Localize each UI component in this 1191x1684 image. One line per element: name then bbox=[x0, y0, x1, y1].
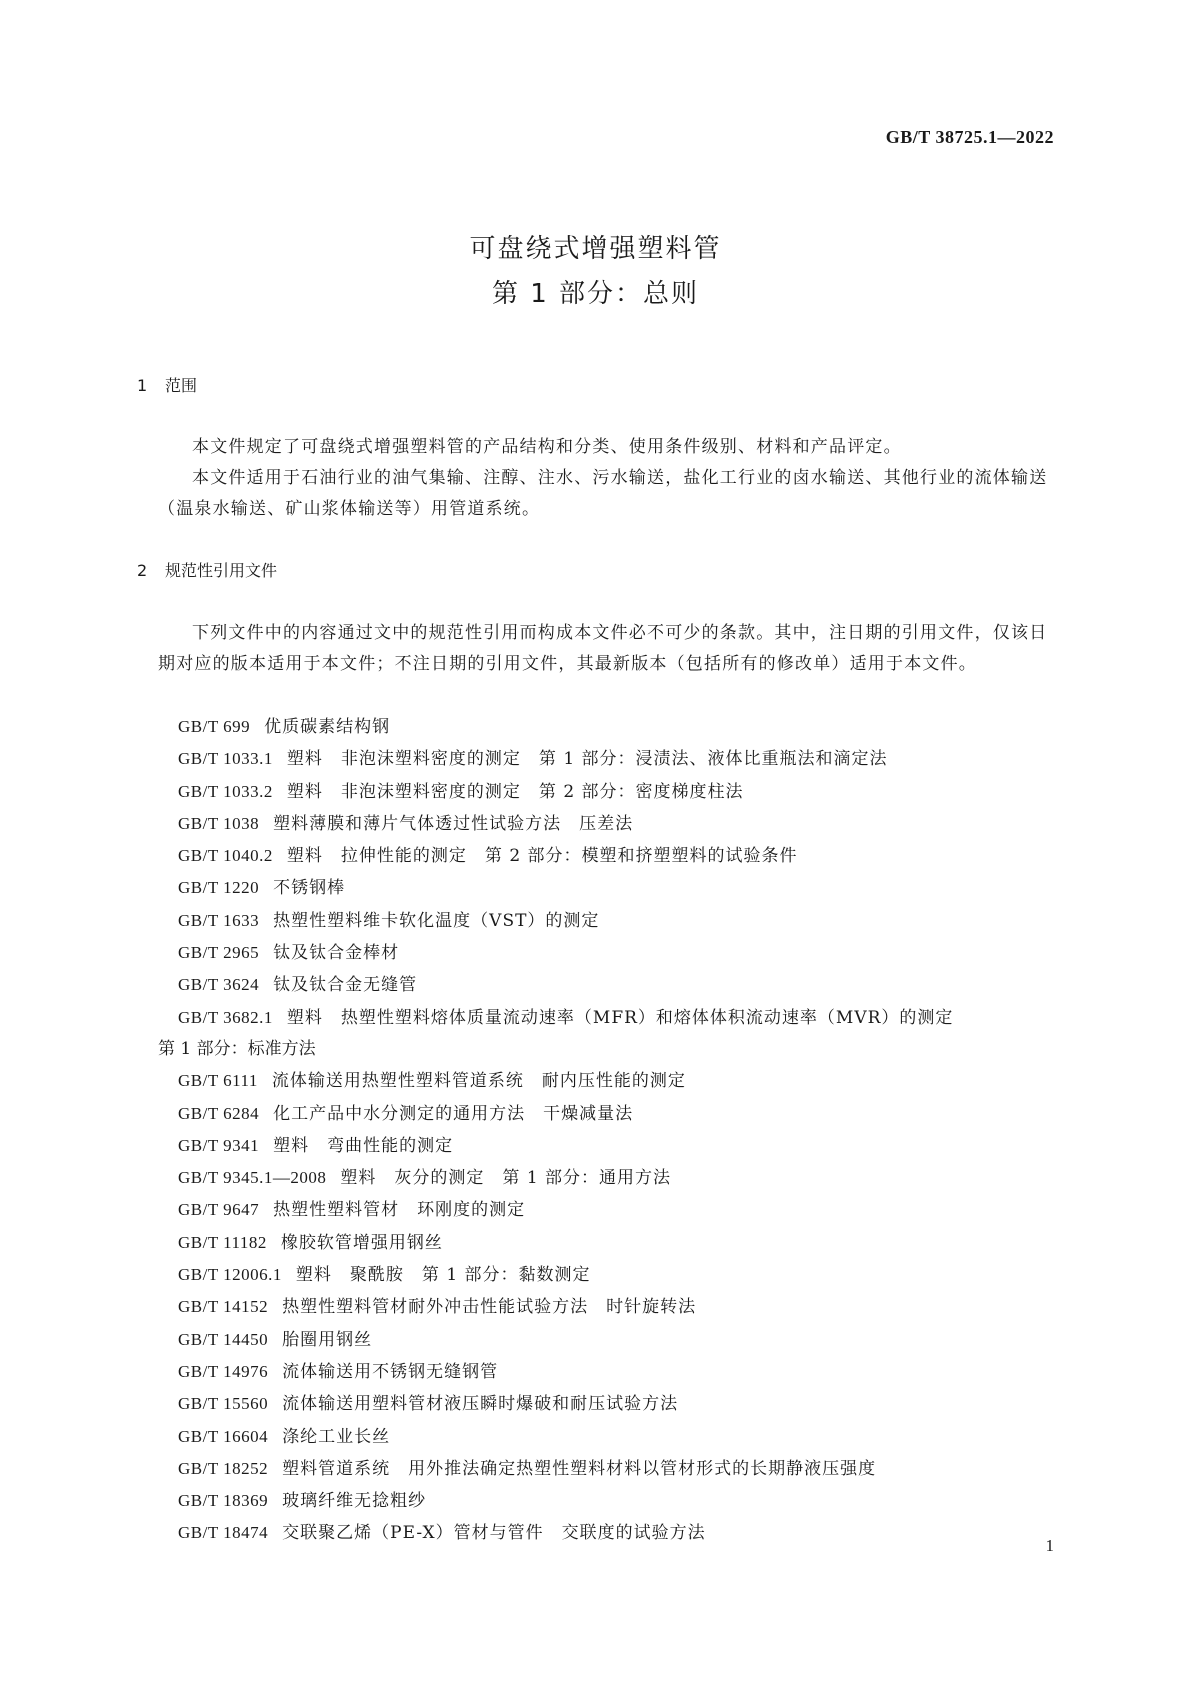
scope-paragraph: 本文件适用于石油行业的油气集输、注醇、注水、污水输送，盐化工行业的卤水输送、其他行业的流体输送（温泉水输送、矿山浆体输送等）用管道系统。 bbox=[158, 468, 1048, 519]
reference-item bbox=[158, 776, 1055, 808]
reference-title: 塑料 拉伸性能的测定 第 2 部分：模塑和挤塑塑料的试验条件 bbox=[286, 846, 798, 867]
reference-title: 热塑性塑料管材 环刚度的测定 bbox=[273, 1200, 526, 1221]
reference-code: GB/T 11182 bbox=[178, 1232, 267, 1252]
standard-code: GB/T 38725.1—2022 bbox=[885, 127, 1054, 147]
reference-title: 胎圈用钢丝 bbox=[282, 1329, 373, 1350]
section-number: 1 bbox=[137, 376, 148, 395]
reference-code: GB/T 3682.1 bbox=[178, 1007, 273, 1027]
reference-item bbox=[158, 1356, 1055, 1388]
reference-title: 玻璃纤维无捻粗纱 bbox=[282, 1491, 427, 1512]
references-intro bbox=[158, 618, 1055, 680]
reference-code: GB/T 6284 bbox=[178, 1103, 260, 1123]
reference-title: 橡胶软管增强用钢丝 bbox=[280, 1232, 443, 1253]
reference-item bbox=[158, 1421, 1055, 1453]
reference-item bbox=[158, 840, 1055, 872]
reference-item bbox=[158, 1194, 1055, 1226]
reference-item bbox=[158, 1453, 1055, 1485]
reference-item bbox=[158, 1065, 1055, 1097]
reference-code: GB/T 1040.2 bbox=[178, 846, 273, 866]
reference-title: 塑料薄膜和薄片气体透过性试验方法 压差法 bbox=[273, 813, 634, 834]
reference-item bbox=[158, 1162, 1055, 1194]
reference-item bbox=[158, 743, 1055, 775]
reference-list bbox=[158, 711, 1055, 1550]
section-title: 范围 bbox=[165, 376, 198, 395]
reference-title: 优质碳素结构钢 bbox=[264, 717, 391, 737]
reference-title: 钛及钛合金无缝管 bbox=[273, 975, 418, 996]
reference-item bbox=[158, 1130, 1055, 1162]
reference-code: GB/T 16604 bbox=[178, 1426, 269, 1446]
reference-title: 流体输送用塑料管材液压瞬时爆破和耐压试验方法 bbox=[282, 1394, 679, 1415]
reference-title: 流体输送用热塑性塑料管道系统 耐内压性能的测定 bbox=[271, 1071, 686, 1092]
reference-code: GB/T 1633 bbox=[178, 910, 260, 930]
reference-title: 热塑性塑料管材耐外冲击性能试验方法 时针旋转法 bbox=[282, 1297, 697, 1318]
reference-title-continuation: 第 1 部分：标准方法 bbox=[158, 1038, 316, 1059]
reference-item bbox=[158, 1291, 1055, 1323]
reference-title: 交联聚乙烯（PE-X）管材与管件 交联度的试验方法 bbox=[282, 1523, 706, 1544]
reference-code: GB/T 6111 bbox=[178, 1071, 258, 1091]
intro-paragraph: 下列文件中的内容通过文中的规范性引用而构成本文件必不可少的条款。其中，注日期的引用文件，仅该日期对应的版本适用于本文件；不注日期的引用文件，其最新版本（包括所有的修改单）适用于本文件。 bbox=[158, 623, 1048, 674]
scope-paragraph: 本文件规定了可盘绕式增强塑料管的产品结构和分类、使用条件级别、材料和产品评定。 bbox=[192, 437, 902, 457]
reference-item bbox=[158, 1388, 1055, 1420]
reference-title: 塑料 非泡沫塑料密度的测定 第 2 部分：密度梯度柱法 bbox=[286, 781, 744, 802]
document-subtitle: 第 1 部分：总则 bbox=[491, 279, 700, 309]
reference-title: 热塑性塑料维卡软化温度（VST）的测定 bbox=[273, 910, 600, 931]
reference-code: GB/T 3624 bbox=[178, 975, 260, 995]
section-number: 2 bbox=[137, 561, 148, 580]
reference-item bbox=[158, 905, 1055, 937]
reference-code: GB/T 2965 bbox=[178, 943, 260, 963]
reference-title: 流体输送用不锈钢无缝钢管 bbox=[282, 1361, 499, 1382]
reference-item bbox=[158, 1098, 1055, 1130]
reference-title: 塑料 聚酰胺 第 1 部分：黏数测定 bbox=[295, 1265, 591, 1286]
page-number: 1 bbox=[1045, 1536, 1054, 1555]
reference-title: 钛及钛合金棒材 bbox=[273, 943, 400, 964]
reference-item bbox=[158, 808, 1055, 840]
reference-title: 塑料管道系统 用外推法确定热塑性塑料材料以管材形式的长期静液压强度 bbox=[282, 1458, 877, 1479]
reference-item bbox=[158, 969, 1055, 1001]
reference-item bbox=[158, 1517, 1055, 1549]
reference-code: GB/T 14450 bbox=[178, 1329, 269, 1349]
reference-code: GB/T 18252 bbox=[178, 1458, 269, 1478]
reference-code: GB/T 15560 bbox=[178, 1394, 269, 1414]
reference-item bbox=[158, 872, 1055, 904]
reference-code: GB/T 9345.1—2008 bbox=[178, 1168, 327, 1188]
reference-item bbox=[158, 937, 1055, 969]
reference-item bbox=[158, 1259, 1055, 1291]
reference-title: 涤纶工业长丝 bbox=[282, 1426, 391, 1447]
reference-item bbox=[158, 711, 1055, 743]
document-title: 可盘绕式增强塑料管 bbox=[469, 234, 722, 264]
reference-item bbox=[158, 1002, 1055, 1066]
reference-code: GB/T 14152 bbox=[178, 1297, 269, 1317]
reference-code: GB/T 1220 bbox=[178, 878, 260, 898]
reference-code: GB/T 9647 bbox=[178, 1200, 260, 1220]
reference-code: GB/T 14976 bbox=[178, 1361, 269, 1381]
reference-code: GB/T 18474 bbox=[178, 1523, 269, 1543]
scope-body bbox=[158, 432, 1055, 525]
reference-item bbox=[158, 1227, 1055, 1259]
reference-title: 塑料 灰分的测定 第 1 部分：通用方法 bbox=[340, 1168, 672, 1189]
reference-code: GB/T 1033.1 bbox=[178, 749, 273, 769]
reference-code: GB/T 9341 bbox=[178, 1135, 260, 1155]
reference-code: GB/T 1038 bbox=[178, 813, 260, 833]
section-heading-scope bbox=[137, 373, 197, 396]
section-title: 规范性引用文件 bbox=[165, 561, 278, 580]
reference-title: 塑料 非泡沫塑料密度的测定 第 1 部分：浸渍法、液体比重瓶法和滴定法 bbox=[286, 749, 888, 770]
reference-code: GB/T 12006.1 bbox=[178, 1265, 282, 1285]
reference-title: 塑料 弯曲性能的测定 bbox=[273, 1135, 454, 1156]
reference-item bbox=[158, 1485, 1055, 1517]
reference-code: GB/T 1033.2 bbox=[178, 781, 273, 801]
reference-code: GB/T 699 bbox=[178, 717, 251, 736]
reference-title: 化工产品中水分测定的通用方法 干燥减量法 bbox=[273, 1103, 634, 1124]
reference-title: 塑料 热塑性塑料熔体质量流动速率（MFR）和熔体体积流动速率（MVR）的测定 bbox=[286, 1007, 954, 1028]
section-heading-normative-references bbox=[137, 558, 277, 581]
reference-title: 不锈钢棒 bbox=[273, 878, 346, 899]
reference-code: GB/T 18369 bbox=[178, 1491, 269, 1511]
reference-item bbox=[158, 1324, 1055, 1356]
